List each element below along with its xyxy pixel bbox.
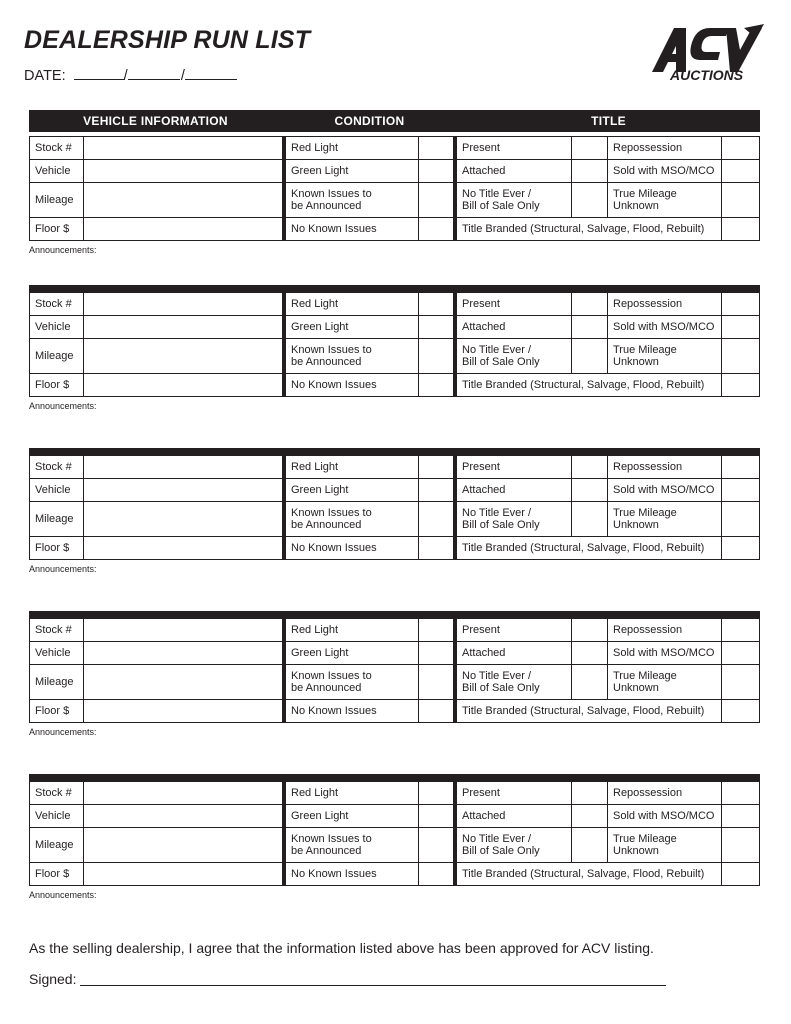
vehicle-field-floor[interactable] bbox=[84, 217, 282, 240]
title-checkbox[interactable] bbox=[722, 804, 759, 827]
title-label: Repossession bbox=[613, 141, 683, 154]
title-label: True Mileage Unknown bbox=[613, 506, 677, 531]
condition-checkbox[interactable] bbox=[419, 217, 453, 240]
title-label: Repossession bbox=[613, 623, 683, 636]
date-separator: / bbox=[123, 68, 128, 84]
vehicle-label-vehicle: Vehicle bbox=[35, 646, 71, 659]
vehicle-field-mileage[interactable] bbox=[84, 501, 282, 536]
condition-checkbox[interactable] bbox=[419, 699, 453, 722]
vehicle-label-floor: Floor $ bbox=[35, 378, 70, 391]
title-label: Attached bbox=[462, 809, 506, 822]
column-divider bbox=[759, 618, 760, 723]
vehicle-field-stock[interactable] bbox=[84, 292, 282, 315]
vehicle-label-mileage: Mileage bbox=[35, 349, 74, 362]
announcements-label: Announcements: bbox=[29, 890, 97, 900]
title-checkbox[interactable] bbox=[572, 641, 607, 664]
vehicle-label-stock: Stock # bbox=[35, 460, 72, 473]
date-separator: / bbox=[180, 68, 185, 84]
condition-checkbox[interactable] bbox=[419, 338, 453, 373]
condition-label: No Known Issues bbox=[291, 704, 377, 717]
date-label: DATE: bbox=[24, 68, 66, 84]
column-header-title: TITLE bbox=[591, 114, 626, 128]
condition-checkbox[interactable] bbox=[419, 664, 453, 699]
title-label: No Title Ever / Bill of Sale Only bbox=[462, 669, 540, 694]
title-label: No Title Ever / Bill of Sale Only bbox=[462, 832, 540, 857]
vehicle-field-vehicle[interactable] bbox=[84, 315, 282, 338]
announcements-label: Announcements: bbox=[29, 727, 97, 737]
title-checkbox[interactable] bbox=[572, 781, 607, 804]
vehicle-label-mileage: Mileage bbox=[35, 193, 74, 206]
condition-checkbox[interactable] bbox=[419, 159, 453, 182]
title-label: Present bbox=[462, 623, 500, 636]
row-divider bbox=[29, 722, 760, 723]
condition-checkbox[interactable] bbox=[419, 292, 453, 315]
condition-label: Red Light bbox=[291, 786, 339, 799]
condition-checkbox[interactable] bbox=[419, 804, 453, 827]
condition-label: Known Issues to be Announced bbox=[291, 343, 372, 368]
condition-label: Known Issues to be Announced bbox=[291, 832, 372, 857]
title-label: No Title Ever / Bill of Sale Only bbox=[462, 187, 540, 212]
column-divider bbox=[759, 136, 760, 241]
title-checkbox[interactable] bbox=[722, 159, 759, 182]
signed-label: Signed: bbox=[29, 971, 77, 987]
condition-label: Red Light bbox=[291, 623, 339, 636]
condition-checkbox[interactable] bbox=[419, 373, 453, 396]
condition-label: No Known Issues bbox=[291, 867, 377, 880]
column-divider bbox=[759, 781, 760, 886]
date-line bbox=[24, 67, 237, 84]
vehicle-field-mileage[interactable] bbox=[84, 182, 282, 217]
vehicle-label-vehicle: Vehicle bbox=[35, 483, 71, 496]
vehicle-label-stock: Stock # bbox=[35, 141, 72, 154]
row-divider bbox=[29, 240, 760, 241]
vehicle-field-mileage[interactable] bbox=[84, 827, 282, 862]
title-checkbox[interactable] bbox=[572, 455, 607, 478]
vehicle-label-floor: Floor $ bbox=[35, 222, 70, 235]
vehicle-entry-block bbox=[29, 611, 760, 761]
title-checkbox[interactable] bbox=[722, 664, 759, 699]
title-label: Repossession bbox=[613, 786, 683, 799]
block-header-bar bbox=[29, 611, 760, 618]
announcements-label: Announcements: bbox=[29, 245, 97, 255]
logo-wordmark: AUCTIONS bbox=[670, 67, 744, 83]
vehicle-entry-grid bbox=[29, 781, 760, 886]
title-branded-label: Title Branded (Structural, Salvage, Flood, Rebuilt) bbox=[462, 541, 705, 554]
condition-label: Red Light bbox=[291, 460, 339, 473]
condition-checkbox[interactable] bbox=[419, 618, 453, 641]
vehicle-field-vehicle[interactable] bbox=[84, 641, 282, 664]
title-checkbox[interactable] bbox=[722, 501, 759, 536]
title-checkbox[interactable] bbox=[722, 827, 759, 862]
vehicle-field-floor[interactable] bbox=[84, 862, 282, 885]
title-label: No Title Ever / Bill of Sale Only bbox=[462, 343, 540, 368]
title-checkbox[interactable] bbox=[572, 664, 607, 699]
title-checkbox[interactable] bbox=[572, 292, 607, 315]
column-divider bbox=[759, 455, 760, 560]
title-label: Sold with MSO/MCO bbox=[613, 483, 715, 496]
vehicle-label-mileage: Mileage bbox=[35, 838, 74, 851]
condition-label: Green Light bbox=[291, 320, 349, 333]
row-divider bbox=[29, 396, 760, 397]
title-label: Attached bbox=[462, 646, 506, 659]
vehicle-entry-block bbox=[29, 774, 760, 924]
title-checkbox[interactable] bbox=[572, 804, 607, 827]
title-checkbox[interactable] bbox=[572, 827, 607, 862]
title-checkbox[interactable] bbox=[722, 217, 759, 240]
vehicle-field-stock[interactable] bbox=[84, 455, 282, 478]
title-label: Attached bbox=[462, 483, 506, 496]
vehicle-label-floor: Floor $ bbox=[35, 867, 70, 880]
vehicle-field-stock[interactable] bbox=[84, 136, 282, 159]
title-label: True Mileage Unknown bbox=[613, 343, 677, 368]
vehicle-entry-grid bbox=[29, 455, 760, 560]
vehicle-label-vehicle: Vehicle bbox=[35, 320, 71, 333]
condition-label: No Known Issues bbox=[291, 378, 377, 391]
vehicle-field-floor[interactable] bbox=[84, 699, 282, 722]
vehicle-entry-grid bbox=[29, 292, 760, 397]
condition-checkbox[interactable] bbox=[419, 641, 453, 664]
title-checkbox[interactable] bbox=[722, 536, 759, 559]
condition-label: Green Light bbox=[291, 809, 349, 822]
title-label: Attached bbox=[462, 320, 506, 333]
title-checkbox[interactable] bbox=[722, 641, 759, 664]
vehicle-label-floor: Floor $ bbox=[35, 541, 70, 554]
title-checkbox[interactable] bbox=[722, 478, 759, 501]
title-checkbox[interactable] bbox=[722, 618, 759, 641]
vehicle-field-floor[interactable] bbox=[84, 536, 282, 559]
vehicle-field-vehicle[interactable] bbox=[84, 159, 282, 182]
condition-checkbox[interactable] bbox=[419, 478, 453, 501]
condition-checkbox[interactable] bbox=[419, 827, 453, 862]
title-checkbox[interactable] bbox=[572, 136, 607, 159]
condition-checkbox[interactable] bbox=[419, 781, 453, 804]
vehicle-entry-block bbox=[29, 448, 760, 598]
condition-label: Red Light bbox=[291, 297, 339, 310]
condition-label: Known Issues to be Announced bbox=[291, 506, 372, 531]
vehicle-label-floor: Floor $ bbox=[35, 704, 70, 717]
vehicle-field-vehicle[interactable] bbox=[84, 478, 282, 501]
vehicle-entry-block bbox=[29, 285, 760, 435]
agreement-statement: As the selling dealership, I agree that the information listed above has been approved for ACV listing. bbox=[29, 940, 654, 956]
title-label: Present bbox=[462, 141, 500, 154]
title-label: Sold with MSO/MCO bbox=[613, 164, 715, 177]
condition-checkbox[interactable] bbox=[419, 862, 453, 885]
title-checkbox[interactable] bbox=[572, 618, 607, 641]
title-branded-label: Title Branded (Structural, Salvage, Flood, Rebuilt) bbox=[462, 222, 705, 235]
condition-checkbox[interactable] bbox=[419, 501, 453, 536]
block-header-bar bbox=[29, 448, 760, 455]
vehicle-field-vehicle[interactable] bbox=[84, 804, 282, 827]
title-checkbox[interactable] bbox=[722, 373, 759, 396]
condition-label: Red Light bbox=[291, 141, 339, 154]
title-label: Attached bbox=[462, 164, 506, 177]
condition-checkbox[interactable] bbox=[419, 536, 453, 559]
block-header-bar bbox=[29, 285, 760, 292]
title-label: No Title Ever / Bill of Sale Only bbox=[462, 506, 540, 531]
condition-label: Green Light bbox=[291, 483, 349, 496]
page-title: DEALERSHIP RUN LIST bbox=[24, 26, 311, 54]
vehicle-label-vehicle: Vehicle bbox=[35, 809, 71, 822]
vehicle-field-stock[interactable] bbox=[84, 781, 282, 804]
block-header-bar bbox=[29, 774, 760, 781]
acv-auctions-logo bbox=[648, 24, 764, 84]
title-checkbox[interactable] bbox=[572, 501, 607, 536]
title-checkbox[interactable] bbox=[722, 136, 759, 159]
title-label: Present bbox=[462, 786, 500, 799]
title-label: True Mileage Unknown bbox=[613, 669, 677, 694]
condition-label: No Known Issues bbox=[291, 222, 377, 235]
condition-label: Green Light bbox=[291, 164, 349, 177]
title-checkbox[interactable] bbox=[572, 338, 607, 373]
condition-checkbox[interactable] bbox=[419, 136, 453, 159]
column-divider bbox=[759, 292, 760, 397]
title-label: Present bbox=[462, 297, 500, 310]
vehicle-entry-block bbox=[29, 110, 760, 260]
vehicle-field-stock[interactable] bbox=[84, 618, 282, 641]
date-month-blank[interactable] bbox=[74, 67, 124, 80]
title-checkbox[interactable] bbox=[572, 182, 607, 217]
title-branded-label: Title Branded (Structural, Salvage, Flood, Rebuilt) bbox=[462, 378, 705, 391]
vehicle-label-mileage: Mileage bbox=[35, 512, 74, 525]
title-label: Repossession bbox=[613, 297, 683, 310]
signature-line[interactable] bbox=[80, 985, 666, 986]
title-checkbox[interactable] bbox=[722, 182, 759, 217]
date-day-blank[interactable] bbox=[128, 67, 180, 80]
condition-checkbox[interactable] bbox=[419, 455, 453, 478]
title-label: Sold with MSO/MCO bbox=[613, 809, 715, 822]
title-checkbox[interactable] bbox=[572, 159, 607, 182]
vehicle-label-stock: Stock # bbox=[35, 623, 72, 636]
vehicle-entry-grid bbox=[29, 618, 760, 723]
condition-label: No Known Issues bbox=[291, 541, 377, 554]
row-divider bbox=[29, 885, 760, 886]
title-label: Sold with MSO/MCO bbox=[613, 320, 715, 333]
title-checkbox[interactable] bbox=[722, 292, 759, 315]
column-header-vehicle-information: VEHICLE INFORMATION bbox=[83, 114, 228, 128]
vehicle-entry-grid bbox=[29, 136, 760, 241]
title-checkbox[interactable] bbox=[572, 478, 607, 501]
title-branded-label: Title Branded (Structural, Salvage, Flood, Rebuilt) bbox=[462, 867, 705, 880]
title-checkbox[interactable] bbox=[722, 455, 759, 478]
date-year-blank[interactable] bbox=[185, 67, 237, 80]
title-checkbox[interactable] bbox=[722, 699, 759, 722]
condition-checkbox[interactable] bbox=[419, 315, 453, 338]
title-label: True Mileage Unknown bbox=[613, 832, 677, 857]
title-checkbox[interactable] bbox=[722, 338, 759, 373]
announcements-label: Announcements: bbox=[29, 401, 97, 411]
title-checkbox[interactable] bbox=[722, 862, 759, 885]
vehicle-label-stock: Stock # bbox=[35, 786, 72, 799]
title-checkbox[interactable] bbox=[722, 315, 759, 338]
vehicle-field-mileage[interactable] bbox=[84, 338, 282, 373]
vehicle-label-mileage: Mileage bbox=[35, 675, 74, 688]
condition-label: Green Light bbox=[291, 646, 349, 659]
vehicle-field-mileage[interactable] bbox=[84, 664, 282, 699]
condition-label: Known Issues to be Announced bbox=[291, 669, 372, 694]
column-header-condition: CONDITION bbox=[334, 114, 405, 128]
vehicle-field-floor[interactable] bbox=[84, 373, 282, 396]
condition-label: Known Issues to be Announced bbox=[291, 187, 372, 212]
title-label: True Mileage Unknown bbox=[613, 187, 677, 212]
announcements-label: Announcements: bbox=[29, 564, 97, 574]
condition-checkbox[interactable] bbox=[419, 182, 453, 217]
title-label: Repossession bbox=[613, 460, 683, 473]
title-checkbox[interactable] bbox=[722, 781, 759, 804]
vehicle-label-stock: Stock # bbox=[35, 297, 72, 310]
title-label: Sold with MSO/MCO bbox=[613, 646, 715, 659]
title-label: Present bbox=[462, 460, 500, 473]
row-divider bbox=[29, 559, 760, 560]
title-branded-label: Title Branded (Structural, Salvage, Flood, Rebuilt) bbox=[462, 704, 705, 717]
vehicle-label-vehicle: Vehicle bbox=[35, 164, 71, 177]
title-checkbox[interactable] bbox=[572, 315, 607, 338]
